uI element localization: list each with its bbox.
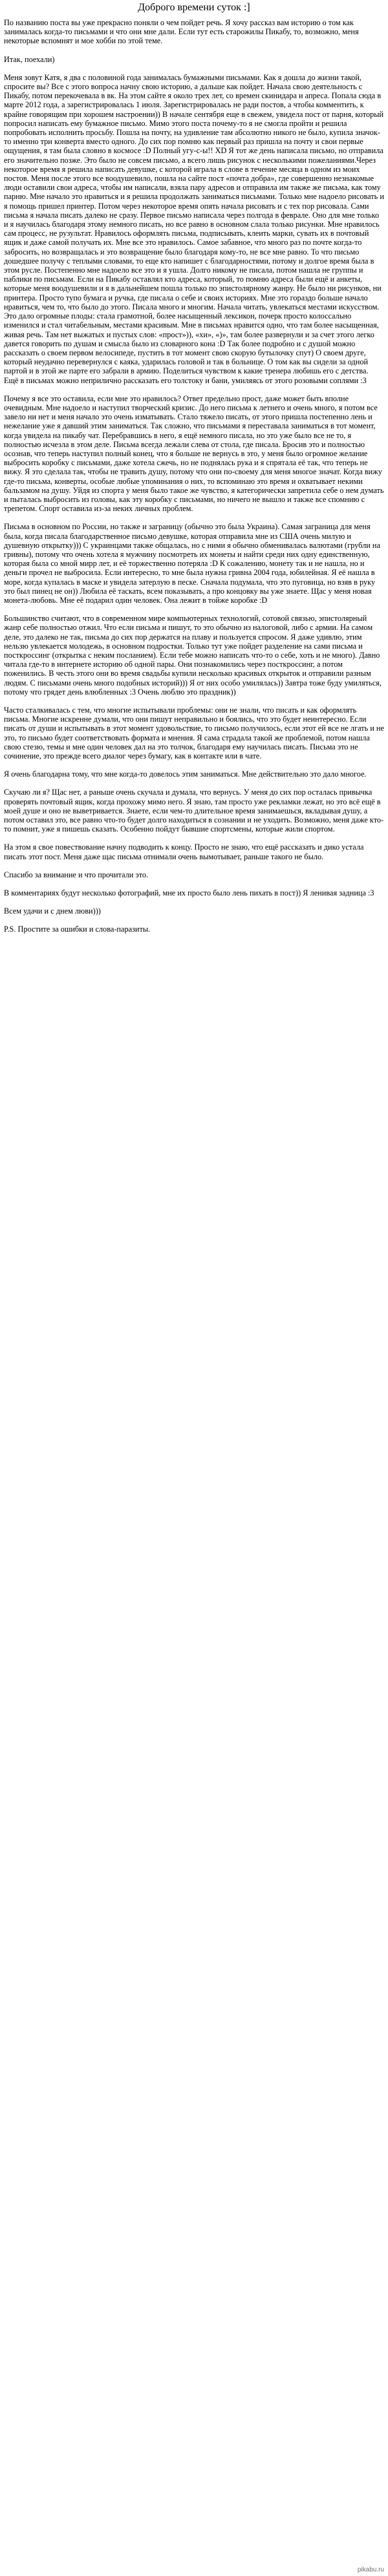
paragraph: Письма в основном по России, но также и заграницу (обычно это была Украина). Самая заграница для меня была, когда писала благодарственное письмо девушке, которая отправила мне из США очень милую и душевную открытку))) С украинцами также общалась, но с ними я обычно обменивалась валютами (грубли на гривны), потому что очень хотела я мужчину посмотреть их монеты и найти среди них одну единственную, которая была со мной мирр лет, и её торжественно потеряла :D К сожалению, монету так и не нашла, но и деньги прочел не выбросила. Если интересно, то мне была нужна гривна 2004 года, юбилейная. Я её нашла в море, когда купалась в маске и увидела затерлую в песке. Сначала подумала, что это пуговица, но взяв в руку это был пинец не он)) Любила её таскать, всем показывать, а про концовку вы уже знаете. Щас у меня новая монета-любовь. Мне её подарил один человек. Она лежит в тойже коробке :D [4,522,380,605]
post-title-text: Доброго времени суток :] [138,2,250,13]
paragraph: Спасибо за внимание и что прочитали это. [4,870,149,879]
paragraph: По названию поста вы уже прекрасно поняли о чем пойдет речь. Я хочу рассказ вам историю о том как занималась когда-то письмами и что они мне дали. Если тут есть старожилы Пикабу, то, возможно, меня некоторые вспомнят и мое хобби по этой теме. [4,18,359,46]
paragraph: Меня зовут Катя, я два с половиной года занималась бумажными письмами. Как я дошла до жизни такой, спросите вы? Все с этого вопроса начну свою историю, а дальше как пойдет. Начала свою деятельность с Пикабу, потом перекочевала в вк. На этом сайте я около трех лет, со времен скинидара и апреса. Попала сюда в марте 2012 года, а зарегистрировалась 1 июля. Зарегистрировалась не ради постов, а чтобы комментить, к крайне говорящим при хорошем настроении)) В начале сентября еще в свежем, увидела пост от парня, который попросил написать ему бумажное письмо. Мимо этого поста почему-то я не смогла пройти и решила попробовать исполнить просьбу. Пошла на почту, на удивление там абсолютно никого не было, купила значок-то именно три конверта вместо одного. До сих пор помню как первый раз пришла на почту и свои первые ощущения, я там была словно в космосе :D Полный угу-с-ы!! XD Я тот же день написала письмо, но отправила его значительно позже. Это было не совсем письмо, а всего лишь рисунок с несколькими пожеланиями.Через некоторое время я решила написать девушке, с которой играла в слове в течение месяца в одном из моих постов. Меня после этого все воодушевило, пошла на сайте пост «почта добра», где совершенно незнакомые люди оставили свои адреса, чтобы им написали, взяла пару адресов и отправила им также же письма, как тому парню. Мне начало это нравиться и я решила продолжать заниматься письмами. Только мне надоело рисовать и я помощь пришел принтер. Потом через некоторое время опять начала рисовать и с тех пор рисовала. Сами письма я начала писать далеко не сразу. Первое письмо написала через полгода в феврале. Оно для мне только и я научилась благодаря этому немного писать, но все равно в основном слала только рисунки. Мне нравилось сам процесс, не рузультат. Нравилось оформлять письма, подписывать, клеить марки, сувать их в почтовый ящик и даже самой получать их. Мне все это нравилось. Самое забавное, что много раз по почте когда-то забросить, но возвращалась и это возвращение было благодаря кому-то, не все мне равно. То что письмо дошедшее получу с теплыми словами, то еще кто напишет с благодарностями, потому и долгое время была в этом русле. Постепенно мне надоело все это и я ушла. Долго никому не писала, потом нашла не группы и паблики по письмам. Если на Пикабу оставлял кто адреса, который, то помню адреса были ещё и анкеты, которые меня воодушевили и я в дальнейшем пошла только по эпистолярному жанру. Не было ни рисунков, ни принтера. Просто тупо бумага и ручка, где писала о себе и своих историях. Мне это гораздо больше начало нравиться, чем то, что было до этого. Писала много и многим. Начала читать, увлекаться местами искусством. Это дало огромные плоды: стала грамотной, более насыщенный лексикон, почерк просто колоссально изменился и стал читабельным, местами красивым. Мне в письмах нравится одно, что там более насыщенная, живая речь. Там нет выжатых и пустых слов: «прост»)), «хи», «)», там более развернули и за счет этого легко давется говорить по душам и смысла было из словарного кона :D Так более подробно и с душой можно рассказать о своем первом велосипеде, пустить в тот момент свою скорую бутылочку спут) О своем друге, который неудачно перевернулся с каяка, ударилась головой и так в больнице. О том как вы сидели за одной партой и в этой же парте его забрали в армию. Поделиться чувством к какие тренера любишь его с детства. Ещё в письмах можно неприлично рассказать его толстоку и бани, умиляясь от этого розовыми соплями :3 [4,72,384,385]
paragraph: Всем удачи и с днем люви))) [4,906,101,916]
paragraph: На этом я свое повествование начну подводить к концу. Просто не знаю, что ещё рассказать и дико устала писать этот пост. Меня даже щас письма отнимали очень вымотывает, раньше такого не было. [4,843,364,861]
paragraph: Почему я все это оставила, если мне это нравилось? Ответ предельно прост, даже может быть вполне очевидным. Мне надоело и наступил творческий кризис. До него письма к летнего и очень много, я потом все завело ни нет и меня начало это очень изматывать. Стало тяжело писать, от этого пришла постепенно лень и нежелание уже я давший этим заниматься. Так сложно, что письмами я переставала заниматься в тот момент, когда увидела на пикабу чат. Перебравшись в него, я ещё немного писала, но это уже было все не то, я полностью исчезла в этом деле. Письма всегда лежали слева от стола, где писала. Бросив это и полностью осознав, что теперь наступил полный конец, что я больше не вернусь в это, у меня было огромное желание выбросить коробку с письмами, даже хотела сжечь, но не поднялась рука и я спрятала её так, что теперь не вижу. Я это сделала так, чтобы не травить душу, потому что они по-своему для меня многое значат. Когда вижу где-то письма, конверты, особые любые упоминания о них, то вспоминаю это время и охватывает некими бальзамом на душу. Уйдя из спорта у меня было такое же чувство, я категорически запретила себе о нем думать и пыталась выбросить из головы, как эту коробку с письмами, но ничего не вышло и также все спомнию с трепетом. Спорт оставила из-за неких личных проблем. [4,393,384,514]
paragraph: Я очень благодарна тому, что мне когда-то довелось этим заниматься. Мне действительно это дало многое. [4,770,367,779]
paragraph: В комментариях будут несколько фотографий, мне их просто было лень пихать в пост)) Я ленивая задница :3 [4,888,374,898]
postscript: P.S. Простите за ошибки и слова-паразиты. [4,925,151,934]
paragraph: Большинство считают, что в современном мире компьютерных технологий, сотовой связью, эпистолярный жанр себе полностью отжил. Что если письма и пишут, то это обычно из налоговой, либо с армии. На самом деле, это далеко не так, письма до сих пор держатся на плаву и пользуется спросом. Я даже удивлю, этим нельзю увлекается молодежь, в основном подростки. Только тут уже пойдет разделение на сами письма и посткроссинг (открытка с неким посланием). Если тебе можно написать что-то о себе, хоть и не много). Давно читала где-то в интернете историю об одной пары. Они познакомились через посткроссинг, а потом поженились. В честь этого они во время свадьбы купили несколько красивых открыток и отправили разным людям. С письмами очень много подобных историй))) Я от них особо умилялась)) Завтра тоже буду умиляться, потому что грядет день влюбленных :3 Очень люблю это праздник)) [4,614,382,696]
site-watermark: pikabu.ru [357,2566,384,2573]
paragraph: Скучаю ли я? Щас нет, а раньше очень скучала и думала, что вернусь. У меня до сих пор осталась привычка проверять почтовый ящик, когда прохожу мимо него. Я знаю, там просто уже рекламки лежат, но это всё ещё в моей душе и оно не выветривается. Знаете, если чем-то длительное время занимаешься, вкладывая душу, а потом оставил это, все равно что-то будет долго находиться в сознании и не уходить. Возможно, меня даже кто-то помнит, уже я пишешь сказать. Особенно пойдут бывшие спортсмены, которые жили спортом. [4,788,384,834]
paragraph: Часто сталкивалась с тем, что многие испытывали проблемы: они не знали, что писать и как оформлять письма. Многие искренне думали, что они пишут неправильно и боялись, что это будет неинтересно. Если писать от души и испытывать в этот момент удовольствие, то письмо получилось, если этот ей все не лгать и не это, то письмо будет соответствовать формата и мнения. Я сама страдала такой же проблемой, потом нашла свою стезю, темы и мне один человек дал на это толчок, благодаря ему научилась писать. Письма это не сочинение, это прежде всего диалог через бумагу, как в контакте или в чате. [4,706,384,761]
paragraph: Итак, поехали) [4,54,55,64]
post-title [4,1,384,14]
post-body [4,18,384,934]
